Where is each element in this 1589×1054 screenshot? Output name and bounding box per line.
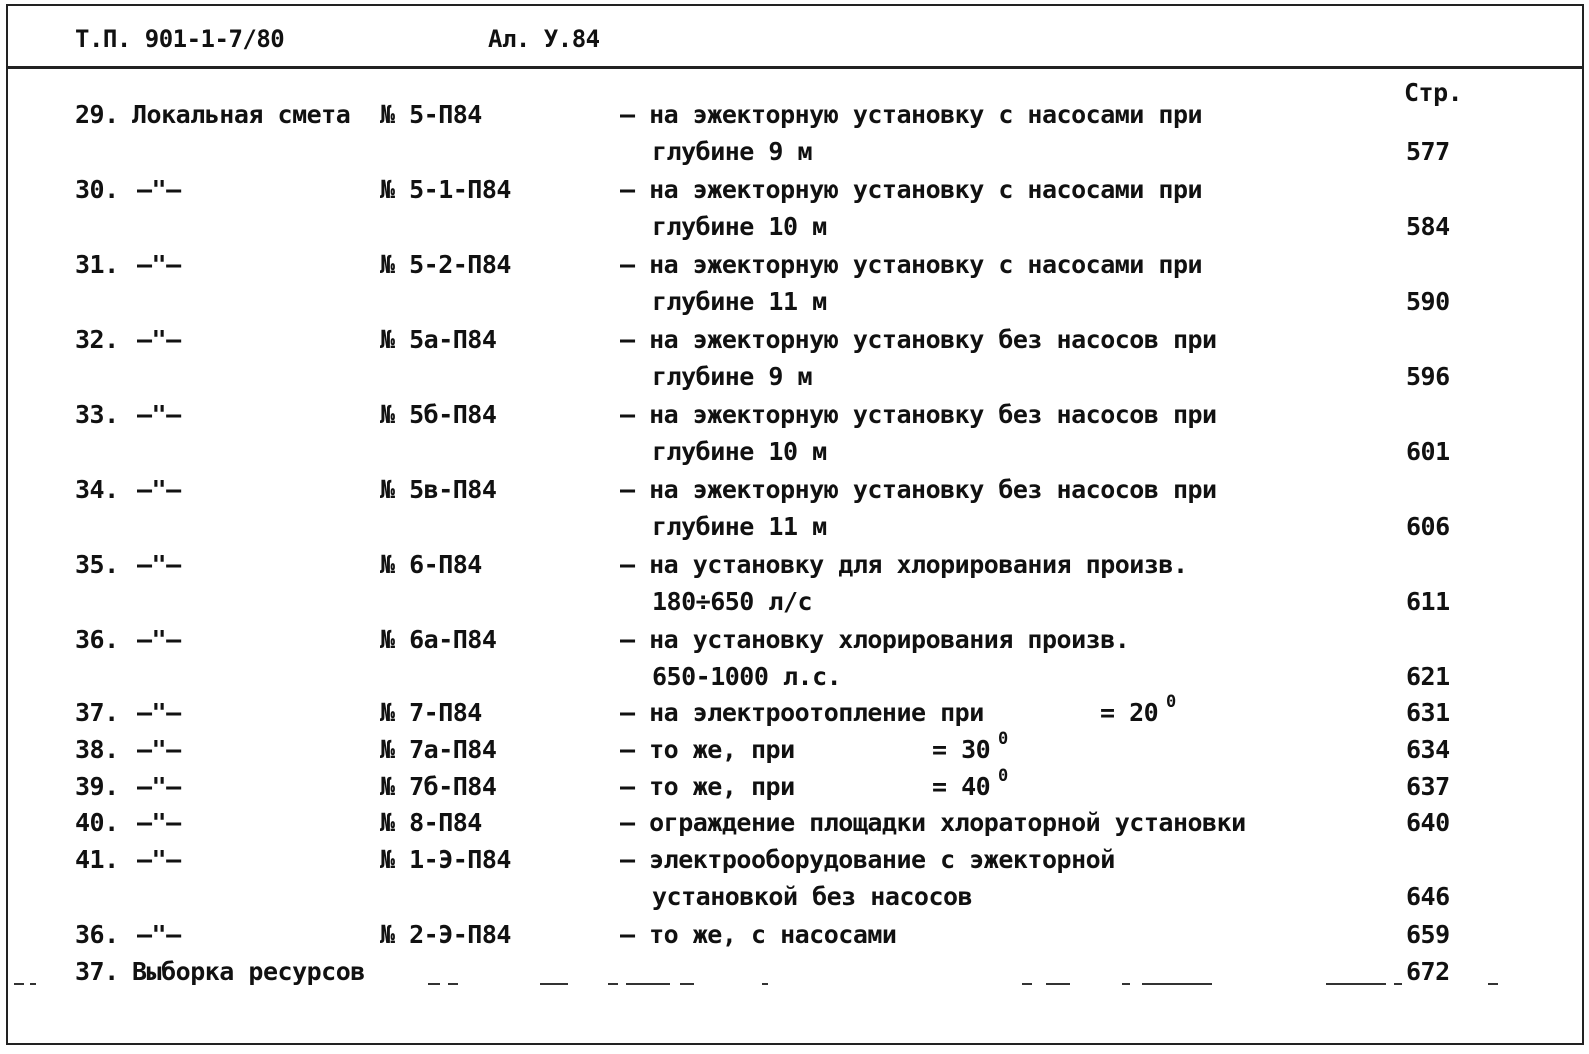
item-page: 590 xyxy=(1406,287,1450,316)
item-reference: № 5-2-П84 xyxy=(380,250,511,279)
leader-dash xyxy=(1046,983,1070,985)
item-page: 631 xyxy=(1406,698,1450,727)
item-name: –"– xyxy=(137,698,181,727)
item-description: – то же, при xyxy=(620,735,795,764)
item-reference: № 5а-П84 xyxy=(380,325,497,354)
leader-dash xyxy=(428,983,440,985)
item-description-continued: глубине 10 м xyxy=(652,437,827,466)
item-page: 659 xyxy=(1406,920,1450,949)
item-page: 606 xyxy=(1406,512,1450,541)
item-number: 33. xyxy=(75,400,119,429)
item-description-continued: глубине 11 м xyxy=(652,287,827,316)
item-description: – на эжекторную установку без насосов при xyxy=(620,475,1217,504)
item-description: – электрооборудование с эжекторной xyxy=(620,845,1115,874)
item-description-continued: установкой без насосов xyxy=(652,882,973,911)
item-description: – то же, при xyxy=(620,772,795,801)
leader-dash xyxy=(1022,983,1032,985)
item-page: 637 xyxy=(1406,772,1450,801)
item-name: –"– xyxy=(137,845,181,874)
item-page: 601 xyxy=(1406,437,1450,466)
item-number: 36. xyxy=(75,920,119,949)
item-reference: № 6-П84 xyxy=(380,550,482,579)
item-description-continued: глубине 11 м xyxy=(652,512,827,541)
temperature-value: = 30 xyxy=(932,735,991,764)
temperature-value: = 20 xyxy=(1100,698,1159,727)
item-page: 646 xyxy=(1406,882,1450,911)
leader-dash xyxy=(762,983,768,985)
item-number: 38. xyxy=(75,735,119,764)
item-description-continued: глубине 9 м xyxy=(652,362,813,391)
item-description-continued: глубине 9 м xyxy=(652,137,813,166)
page-column-label: Стр. xyxy=(1404,78,1463,107)
leader-dash xyxy=(608,983,618,985)
item-name: –"– xyxy=(137,250,181,279)
item-number: 35. xyxy=(75,550,119,579)
item-name: –"– xyxy=(137,920,181,949)
degree-mark: 0 xyxy=(998,766,1009,786)
frame-left-border xyxy=(6,4,8,1044)
item-number: 40. xyxy=(75,808,119,837)
item-description: – на эжекторную установку с насосами при xyxy=(620,250,1203,279)
item-name: –"– xyxy=(137,475,181,504)
item-description-continued: 180÷650 л/с xyxy=(652,587,813,616)
item-description: – ограждение площадки хлораторной установки xyxy=(620,808,1246,837)
item-name: –"– xyxy=(137,550,181,579)
item-name: –"– xyxy=(137,772,181,801)
sheet-number: Ал. У.84 xyxy=(488,25,600,53)
item-page: 577 xyxy=(1406,137,1450,166)
item-reference: № 2-Э-П84 xyxy=(380,920,511,949)
item-number: 29. xyxy=(75,100,119,129)
item-name: –"– xyxy=(137,735,181,764)
item-description-continued: 650-1000 л.с. xyxy=(652,662,842,691)
item-page: 596 xyxy=(1406,362,1450,391)
leader-dash xyxy=(30,983,36,985)
item-reference: № 5в-П84 xyxy=(380,475,497,504)
item-number: 41. xyxy=(75,845,119,874)
leader-dash xyxy=(626,983,670,985)
item-description-continued: глубине 10 м xyxy=(652,212,827,241)
item-reference: № 5-П84 xyxy=(380,100,482,129)
item-name: –"– xyxy=(137,808,181,837)
item-number: 37. xyxy=(75,957,119,986)
leader-dash xyxy=(1326,983,1386,985)
temperature-value: = 40 xyxy=(932,772,991,801)
frame-right-border xyxy=(1582,4,1584,1044)
frame-top-border xyxy=(6,4,1584,6)
doc-code: Т.П. 901-1-7/80 xyxy=(75,25,285,53)
item-description: – на эжекторную установку с насосами при xyxy=(620,175,1203,204)
degree-mark: 0 xyxy=(1166,692,1177,712)
item-name: –"– xyxy=(137,325,181,354)
item-page: 621 xyxy=(1406,662,1450,691)
item-number: 31. xyxy=(75,250,119,279)
item-description: – на эжекторную установку без насосов при xyxy=(620,400,1217,429)
item-reference: № 8-П84 xyxy=(380,808,482,837)
item-number: 37. xyxy=(75,698,119,727)
item-number: 34. xyxy=(75,475,119,504)
item-number: 36. xyxy=(75,625,119,654)
item-name: –"– xyxy=(137,175,181,204)
degree-mark: 0 xyxy=(998,729,1009,749)
item-reference: № 5-1-П84 xyxy=(380,175,511,204)
item-name: –"– xyxy=(137,400,181,429)
leader-dash xyxy=(1122,983,1130,985)
item-page: 611 xyxy=(1406,587,1450,616)
leader-dash xyxy=(14,983,24,985)
item-number: 30. xyxy=(75,175,119,204)
item-description: – на электроотопление при xyxy=(620,698,984,727)
frame-bottom-border xyxy=(6,1043,1584,1045)
item-reference: № 6а-П84 xyxy=(380,625,497,654)
item-page: 584 xyxy=(1406,212,1450,241)
item-reference: № 5б-П84 xyxy=(380,400,497,429)
item-name: Выборка ресурсов xyxy=(132,957,365,986)
leader-dash xyxy=(1394,983,1402,985)
item-reference: № 7а-П84 xyxy=(380,735,497,764)
item-reference: № 7б-П84 xyxy=(380,772,497,801)
item-page: 634 xyxy=(1406,735,1450,764)
item-description: – то же, с насосами xyxy=(620,920,897,949)
item-reference: № 7-П84 xyxy=(380,698,482,727)
item-reference: № 1-Э-П84 xyxy=(380,845,511,874)
leader-dash xyxy=(540,983,568,985)
leader-dash xyxy=(680,983,694,985)
header-rule xyxy=(6,66,1584,69)
item-page: 672 xyxy=(1406,957,1450,986)
item-page: 640 xyxy=(1406,808,1450,837)
item-name: –"– xyxy=(137,625,181,654)
item-number: 32. xyxy=(75,325,119,354)
item-name: Локальная смета xyxy=(132,100,351,129)
item-number: 39. xyxy=(75,772,119,801)
leader-dash xyxy=(1488,983,1498,985)
item-description: – на установку для хлорирования произв. xyxy=(620,550,1188,579)
item-description: – на установку хлорирования произв. xyxy=(620,625,1130,654)
item-description: – на эжекторную установку без насосов при xyxy=(620,325,1217,354)
leader-dash xyxy=(1142,983,1212,985)
item-description: – на эжекторную установку с насосами при xyxy=(620,100,1203,129)
leader-dash xyxy=(448,983,458,985)
